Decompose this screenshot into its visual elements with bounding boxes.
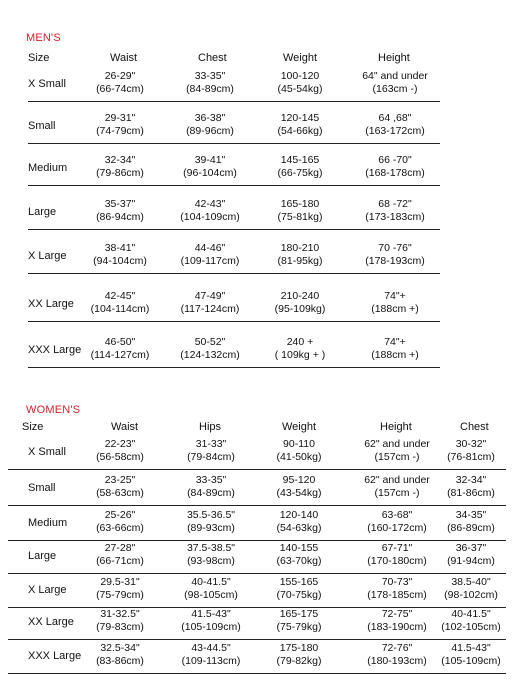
row-divider	[28, 367, 440, 368]
height-imperial: 62" and under	[364, 438, 430, 450]
waist-metric: (79-83cm)	[96, 621, 144, 633]
weight-cell	[254, 474, 344, 500]
weight-cell	[252, 290, 348, 316]
weight-imperial: 210-240	[280, 290, 320, 302]
size-label: X Small	[28, 446, 66, 458]
height-metric: (168-178cm)	[365, 167, 425, 179]
height-metric: (180-193cm)	[367, 655, 427, 667]
hips-metric: (109-113cm)	[181, 655, 241, 667]
height-imperial: 70-73"	[381, 576, 413, 588]
womens-header-weight: Weight	[282, 421, 317, 433]
hips-imperial: 40-41.5"	[191, 576, 231, 588]
weight-imperial: 100-120	[280, 70, 320, 82]
womens-header-size: Size	[22, 421, 44, 433]
chest-cell	[165, 154, 255, 180]
waist-metric: (104-114cm)	[90, 303, 150, 315]
weight-cell	[252, 154, 348, 180]
mens-header-waist: Waist	[110, 52, 138, 64]
womens-header-chest: Chest	[460, 421, 489, 433]
size-row	[0, 434, 512, 472]
height-cell	[352, 642, 442, 668]
waist-imperial: 26-29"	[104, 70, 136, 82]
weight-metric: (54-66kg)	[277, 125, 323, 137]
height-metric: (178-185cm)	[367, 589, 427, 601]
chest-cell	[436, 576, 506, 602]
chest-cell	[436, 509, 506, 535]
chest-metric: (76-81cm)	[447, 451, 495, 463]
weight-imperial: 240 +	[286, 336, 314, 348]
chest-imperial: 44-46"	[194, 242, 226, 254]
size-label: XX Large	[28, 616, 74, 628]
waist-cell	[75, 336, 165, 362]
height-metric: (183-190cm)	[367, 621, 427, 633]
chest-imperial: 34-35"	[455, 509, 487, 521]
weight-metric: (66-75kg)	[277, 167, 323, 179]
size-row	[0, 470, 512, 508]
hips-imperial: 41.5-43"	[191, 608, 231, 620]
waist-imperial: 42-45"	[104, 290, 136, 302]
chest-metric: (117-124cm)	[180, 303, 240, 315]
height-metric: (157cm -)	[374, 451, 420, 463]
weight-imperial: 165-180	[280, 198, 320, 210]
waist-metric: (63-66cm)	[96, 522, 144, 534]
waist-imperial: 22-23"	[104, 438, 136, 450]
weight-metric: ( 109kg + )	[274, 349, 326, 361]
row-divider	[8, 673, 506, 674]
weight-imperial: 120-145	[280, 112, 320, 124]
chest-cell	[436, 542, 506, 568]
size-label: XXX Large	[28, 344, 82, 356]
weight-metric: (63-70kg)	[276, 555, 322, 567]
chest-metric: (91-94cm)	[447, 555, 495, 567]
waist-metric: (74-79cm)	[96, 125, 144, 137]
weight-imperial: 175-180	[279, 642, 319, 654]
chest-metric: (81-86cm)	[447, 487, 495, 499]
waist-metric: (56-58cm)	[96, 451, 144, 463]
height-imperial: 74"+	[384, 290, 406, 302]
size-row	[0, 194, 512, 232]
waist-imperial: 38-41"	[104, 242, 136, 254]
weight-imperial: 95-120	[282, 474, 316, 486]
chest-cell	[436, 438, 506, 464]
chest-cell	[165, 112, 255, 138]
height-cell	[352, 438, 442, 464]
height-cell	[345, 242, 445, 268]
weight-imperial: 145-165	[280, 154, 320, 166]
size-label: Large	[28, 550, 57, 562]
weight-metric: (43-54kg)	[276, 487, 322, 499]
height-cell	[352, 474, 442, 500]
weight-imperial: 165-175	[279, 608, 319, 620]
chest-metric: (124-132cm)	[180, 349, 240, 361]
size-row	[0, 604, 512, 642]
hips-cell	[168, 608, 254, 634]
waist-metric: (75-79cm)	[96, 589, 144, 601]
weight-cell	[254, 509, 344, 535]
size-row	[0, 238, 512, 276]
waist-imperial: 31-32.5"	[100, 608, 140, 620]
weight-metric: (75-81kg)	[277, 211, 323, 223]
chest-imperial: 36-37"	[455, 542, 487, 554]
weight-cell	[254, 608, 344, 634]
chest-cell	[436, 642, 506, 668]
weight-imperial: 140-155	[279, 542, 319, 554]
hips-cell	[168, 642, 254, 668]
waist-imperial: 29-31"	[104, 112, 136, 124]
hips-metric: (93-98cm)	[187, 555, 235, 567]
waist-imperial: 32.5-34"	[100, 642, 140, 654]
hips-metric: (98-105cm)	[184, 589, 238, 601]
size-label: X Large	[28, 250, 67, 262]
height-metric: (157cm -)	[374, 487, 420, 499]
weight-cell	[254, 642, 344, 668]
size-label: XX Large	[28, 298, 74, 310]
size-row	[0, 286, 512, 324]
height-cell	[345, 336, 445, 362]
height-metric: (163-172cm)	[365, 125, 425, 137]
waist-metric: (66-71cm)	[96, 555, 144, 567]
height-cell	[345, 154, 445, 180]
row-divider	[28, 185, 440, 186]
hips-imperial: 33-35"	[195, 474, 227, 486]
height-metric: (160-172cm)	[367, 522, 427, 534]
size-label: Small	[28, 482, 56, 494]
waist-imperial: 29.5-31"	[100, 576, 140, 588]
height-imperial: 74"+	[384, 336, 406, 348]
hips-cell	[168, 474, 254, 500]
hips-metric: (105-109cm)	[181, 621, 241, 633]
hips-imperial: 31-33"	[195, 438, 227, 450]
height-metric: (163cm -)	[372, 83, 418, 95]
chest-metric: (104-109cm)	[180, 211, 240, 223]
waist-cell	[75, 112, 165, 138]
row-divider	[28, 273, 440, 274]
waist-cell	[80, 474, 160, 500]
chest-metric: (89-96cm)	[186, 125, 234, 137]
height-imperial: 66 -70"	[378, 154, 412, 166]
size-label: Medium	[28, 162, 68, 174]
size-row	[0, 150, 512, 188]
womens-section-title: WOMEN'S	[26, 404, 81, 416]
hips-cell	[168, 438, 254, 464]
hips-imperial: 35.5-36.5"	[186, 509, 236, 521]
weight-imperial: 120-140	[279, 509, 319, 521]
chest-imperial: 40-41.5"	[451, 608, 491, 620]
weight-metric: (41-50kg)	[276, 451, 322, 463]
row-divider	[28, 321, 440, 322]
waist-metric: (83-86cm)	[96, 655, 144, 667]
size-label: XXX Large	[28, 650, 82, 662]
height-imperial: 72-76"	[381, 642, 413, 654]
chest-imperial: 33-35"	[194, 70, 226, 82]
waist-metric: (94-104cm)	[93, 255, 147, 267]
size-row	[0, 108, 512, 146]
chest-metric: (86-89cm)	[447, 522, 495, 534]
chest-metric: (105-109cm)	[441, 655, 501, 667]
height-metric: (170-180cm)	[367, 555, 427, 567]
chest-imperial: 47-49"	[194, 290, 226, 302]
row-divider	[28, 143, 440, 144]
waist-imperial: 46-50"	[104, 336, 136, 348]
height-imperial: 63-68"	[381, 509, 413, 521]
hips-metric: (79-84cm)	[187, 451, 235, 463]
chest-cell	[436, 474, 506, 500]
womens-header-waist: Waist	[111, 421, 139, 433]
waist-metric: (66-74cm)	[96, 83, 144, 95]
chest-cell	[165, 336, 255, 362]
height-cell	[352, 608, 442, 634]
height-cell	[345, 70, 445, 96]
waist-cell	[80, 642, 160, 668]
weight-metric: (75-79kg)	[276, 621, 322, 633]
waist-metric: (58-63cm)	[96, 487, 144, 499]
height-metric: (173-183cm)	[365, 211, 425, 223]
height-imperial: 72-75"	[381, 608, 413, 620]
height-imperial: 68 -72"	[378, 198, 412, 210]
height-metric: (178-193cm)	[365, 255, 425, 267]
waist-cell	[80, 438, 160, 464]
chest-cell	[165, 290, 255, 316]
chest-metric: (109-117cm)	[180, 255, 240, 267]
chest-cell	[436, 608, 506, 634]
chest-imperial: 41.5-43"	[451, 642, 491, 654]
waist-cell	[75, 154, 165, 180]
weight-metric: (79-82kg)	[276, 655, 322, 667]
height-cell	[352, 576, 442, 602]
chest-metric: (98-102cm)	[444, 589, 498, 601]
chest-imperial: 32-34"	[455, 474, 487, 486]
chest-imperial: 42-43"	[194, 198, 226, 210]
height-cell	[345, 112, 445, 138]
weight-metric: (54-63kg)	[276, 522, 322, 534]
hips-metric: (84-89cm)	[187, 487, 235, 499]
waist-metric: (79-86cm)	[96, 167, 144, 179]
chest-metric: (84-89cm)	[186, 83, 234, 95]
size-label: Medium	[28, 517, 68, 529]
weight-cell	[252, 198, 348, 224]
waist-cell	[75, 198, 165, 224]
waist-imperial: 27-28"	[104, 542, 136, 554]
hips-imperial: 43-44.5"	[191, 642, 231, 654]
size-label: Large	[28, 206, 57, 218]
height-cell	[352, 509, 442, 535]
size-label: Small	[28, 120, 56, 132]
waist-cell	[75, 70, 165, 96]
weight-cell	[254, 438, 344, 464]
weight-metric: (81-95kg)	[277, 255, 323, 267]
waist-cell	[80, 608, 160, 634]
hips-cell	[168, 576, 254, 602]
waist-cell	[75, 290, 165, 316]
weight-metric: (95-109kg)	[274, 303, 326, 315]
mens-header-weight: Weight	[283, 52, 318, 64]
chest-cell	[165, 198, 255, 224]
mens-header-chest: Chest	[198, 52, 227, 64]
waist-imperial: 32-34"	[104, 154, 136, 166]
height-cell	[345, 198, 445, 224]
hips-metric: (89-93cm)	[187, 522, 235, 534]
waist-cell	[80, 509, 160, 535]
chest-metric: (96-104cm)	[183, 167, 237, 179]
waist-metric: (86-94cm)	[96, 211, 144, 223]
height-imperial: 64" and under	[362, 70, 428, 82]
mens-header-height: Height	[378, 52, 410, 64]
waist-metric: (114-127cm)	[90, 349, 150, 361]
chest-imperial: 39-41"	[194, 154, 226, 166]
waist-imperial: 35-37"	[104, 198, 136, 210]
height-metric: (188cm +)	[371, 303, 419, 315]
chest-metric: (102-105cm)	[441, 621, 501, 633]
weight-cell	[252, 242, 348, 268]
chest-imperial: 50-52"	[194, 336, 226, 348]
height-imperial: 67-71"	[381, 542, 413, 554]
womens-header-height: Height	[380, 421, 412, 433]
size-label: X Large	[28, 584, 67, 596]
weight-imperial: 180-210	[280, 242, 320, 254]
weight-imperial: 155-165	[279, 576, 319, 588]
row-divider	[28, 101, 440, 102]
weight-metric: (45-54kg)	[277, 83, 323, 95]
size-label: X Small	[28, 78, 66, 90]
size-row	[0, 66, 512, 104]
waist-imperial: 23-25"	[104, 474, 136, 486]
row-divider	[28, 229, 440, 230]
hips-imperial: 37.5-38.5"	[186, 542, 236, 554]
weight-cell	[252, 336, 348, 362]
height-metric: (188cm +)	[371, 349, 419, 361]
waist-cell	[75, 242, 165, 268]
waist-cell	[80, 576, 160, 602]
size-row	[0, 538, 512, 576]
waist-cell	[80, 542, 160, 568]
height-cell	[345, 290, 445, 316]
chest-imperial: 38.5-40"	[451, 576, 491, 588]
hips-cell	[168, 542, 254, 568]
size-row	[0, 332, 512, 370]
height-imperial: 64 ,68"	[378, 112, 412, 124]
height-imperial: 70 -76"	[378, 242, 412, 254]
height-cell	[352, 542, 442, 568]
chest-cell	[165, 242, 255, 268]
chest-imperial: 30-32"	[455, 438, 487, 450]
size-row	[0, 638, 512, 676]
weight-cell	[252, 70, 348, 96]
weight-cell	[254, 576, 344, 602]
mens-header-size: Size	[28, 52, 50, 64]
weight-cell	[252, 112, 348, 138]
weight-cell	[254, 542, 344, 568]
weight-imperial: 90-110	[283, 438, 315, 450]
waist-imperial: 25-26"	[104, 509, 136, 521]
hips-cell	[168, 509, 254, 535]
womens-header-hips: Hips	[199, 421, 222, 433]
chest-imperial: 36-38"	[194, 112, 226, 124]
chest-cell	[165, 70, 255, 96]
mens-section-title: MEN'S	[26, 32, 61, 44]
height-imperial: 62" and under	[364, 474, 430, 486]
weight-metric: (70-75kg)	[276, 589, 322, 601]
